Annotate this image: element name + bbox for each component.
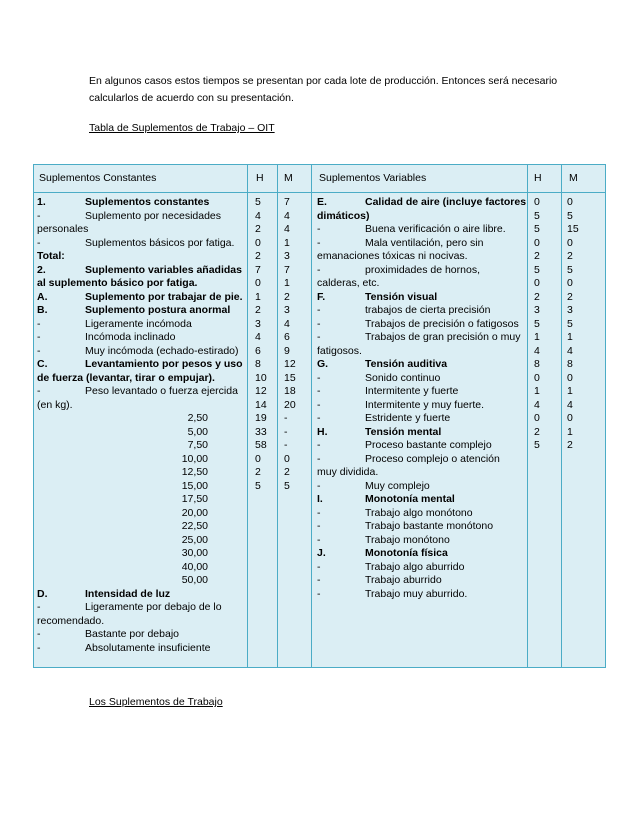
row-text: Suplemento postura anormal xyxy=(85,304,231,316)
value-cell: 0 xyxy=(567,236,573,249)
row-marker: B. xyxy=(37,304,48,316)
value-cell: 7 xyxy=(284,263,290,276)
row-marker: - xyxy=(317,479,321,492)
row-text: Trabajo aburrido xyxy=(365,574,442,586)
table-row xyxy=(37,250,245,264)
row-text: Suplementos constantes xyxy=(85,196,210,208)
value-cell: 4 xyxy=(284,317,290,330)
table-row xyxy=(37,210,245,224)
value-cell: 5 xyxy=(567,317,573,330)
column-divider xyxy=(561,165,562,667)
row-marker: - xyxy=(317,574,321,586)
row-marker: J. xyxy=(317,547,326,559)
value-cell: 5 xyxy=(534,439,540,451)
row-text: Muy incómoda (echado-estirado) xyxy=(85,344,239,357)
row-marker: D. xyxy=(37,587,48,600)
value-cell: - xyxy=(284,412,288,424)
row-text: Ligeramente por debajo de lo xyxy=(85,601,222,613)
weight-value: 5,00 xyxy=(187,425,208,438)
row-text: Mala ventilación, pero sin xyxy=(365,236,484,249)
value-cell: 7 xyxy=(284,196,290,208)
value-cell: 2 xyxy=(534,250,540,262)
row-marker: - xyxy=(37,344,41,357)
value-cell: 4 xyxy=(255,209,261,222)
value-cell: 4 xyxy=(567,344,573,357)
value-cell: 2 xyxy=(567,290,573,303)
row-marker: A. xyxy=(37,290,48,303)
row-text: Bastante por debajo xyxy=(85,628,179,640)
row-text: Tensión mental xyxy=(365,425,442,438)
table-row xyxy=(37,345,245,359)
table-row xyxy=(317,304,525,318)
value-cell: 8 xyxy=(567,358,573,370)
header-m-right: M xyxy=(569,172,578,184)
value-cell: 0 xyxy=(534,412,540,424)
row-marker: - xyxy=(317,371,321,384)
table-row xyxy=(37,534,245,548)
value-cell: 4 xyxy=(284,223,290,235)
value-cell: 0 xyxy=(534,371,540,384)
table-row xyxy=(317,358,525,372)
table-row xyxy=(317,372,525,386)
table-row xyxy=(37,588,245,602)
value-cell: 5 xyxy=(534,209,540,222)
row-marker: - xyxy=(37,209,41,222)
value-cell: 2 xyxy=(255,250,261,262)
value-cell: 5 xyxy=(255,196,261,208)
row-marker: - xyxy=(37,236,41,249)
table-row xyxy=(37,520,245,534)
value-cell: 4 xyxy=(284,209,290,222)
value-cell: 6 xyxy=(255,344,261,357)
footer-title: Los Suplementos de Trabajo xyxy=(89,696,223,708)
table-row xyxy=(317,237,525,251)
row-marker: E. xyxy=(317,196,327,208)
constantes-column xyxy=(37,196,245,655)
table-row xyxy=(317,466,525,480)
constantes-m-column xyxy=(284,196,308,493)
table-row xyxy=(317,588,525,602)
row-text: Proceso bastante complejo xyxy=(365,439,492,451)
value-cell: 15 xyxy=(284,371,296,384)
table-row xyxy=(37,574,245,588)
weight-value: 2,50 xyxy=(187,412,208,424)
table-row xyxy=(317,331,525,345)
row-marker: - xyxy=(317,331,321,343)
row-marker: - xyxy=(37,385,41,397)
table-row xyxy=(37,453,245,467)
row-marker: 2. xyxy=(37,263,46,276)
table-row xyxy=(37,507,245,521)
row-text: calderas, etc. xyxy=(317,277,380,289)
value-cell: 2 xyxy=(567,250,573,262)
row-text: personales xyxy=(37,223,89,235)
row-text: de fuerza (levantar, tirar o empujar). xyxy=(37,371,215,384)
value-cell: 2 xyxy=(284,290,290,303)
row-marker: - xyxy=(317,439,321,451)
row-text: Absolutamente insuficiente xyxy=(85,641,211,654)
value-cell: 0 xyxy=(534,277,540,289)
table-row xyxy=(37,196,245,210)
value-cell: 0 xyxy=(284,452,290,465)
row-marker: - xyxy=(317,223,321,235)
value-cell: 0 xyxy=(567,196,573,208)
row-text: recomendado. xyxy=(37,614,105,627)
value-cell: 12 xyxy=(255,385,267,397)
weight-value: 25,00 xyxy=(181,533,208,546)
row-text: Intermitente y muy fuerte. xyxy=(365,398,485,411)
row-text: Incómoda inclinado xyxy=(85,331,176,343)
value-cell: 8 xyxy=(255,358,261,370)
value-cell: 5 xyxy=(534,263,540,276)
value-cell: 2 xyxy=(534,425,540,438)
value-cell: 2 xyxy=(255,466,261,478)
weight-value: 22,50 xyxy=(181,520,208,532)
row-marker: - xyxy=(317,398,321,411)
table-row xyxy=(37,601,245,615)
column-divider xyxy=(527,165,528,667)
value-cell: 5 xyxy=(534,317,540,330)
header-h-left: H xyxy=(256,172,264,184)
row-text: (en kg). xyxy=(37,398,73,411)
table-row xyxy=(317,196,525,210)
table-row xyxy=(37,399,245,413)
table-row xyxy=(317,534,525,548)
table-row xyxy=(317,574,525,588)
table-row xyxy=(37,318,245,332)
header-h-right: H xyxy=(534,172,542,184)
weight-value: 10,00 xyxy=(181,452,208,465)
value-cell: - xyxy=(284,439,288,451)
row-text: Levantamiento por pesos y uso xyxy=(85,358,243,370)
row-marker: - xyxy=(317,304,321,316)
table-row xyxy=(37,291,245,305)
row-text: Trabajo algo monótono xyxy=(365,506,473,519)
variables-h-column xyxy=(534,196,558,453)
row-marker: - xyxy=(317,506,321,519)
table-row xyxy=(317,223,525,237)
value-cell: 3 xyxy=(567,304,573,316)
table-row xyxy=(317,453,525,467)
supplements-table xyxy=(33,164,606,668)
table-row xyxy=(37,358,245,372)
value-cell: 4 xyxy=(255,331,261,343)
column-divider xyxy=(247,165,248,667)
table-row xyxy=(317,399,525,413)
row-text: Suplemento variables añadidas xyxy=(85,263,242,276)
value-cell: 3 xyxy=(534,304,540,316)
value-cell: 4 xyxy=(567,398,573,411)
row-marker: C. xyxy=(37,358,48,370)
value-cell: 1 xyxy=(284,236,290,249)
table-row xyxy=(37,223,245,237)
row-text: al suplemento básico por fatiga. xyxy=(37,277,198,289)
row-text: Suplementos básicos por fatiga. xyxy=(85,236,235,249)
row-marker: H. xyxy=(317,425,328,438)
table-row xyxy=(37,426,245,440)
value-cell: 0 xyxy=(534,236,540,249)
value-cell: 1 xyxy=(567,385,573,397)
value-cell: 2 xyxy=(567,439,573,451)
row-text: fatigosos. xyxy=(317,344,362,357)
table-row xyxy=(317,345,525,359)
table-row xyxy=(37,628,245,642)
row-marker: - xyxy=(317,452,321,465)
value-cell: 6 xyxy=(284,331,290,343)
row-marker: - xyxy=(317,533,321,546)
table-row xyxy=(37,466,245,480)
row-marker: - xyxy=(37,317,41,330)
value-cell: 0 xyxy=(255,236,261,249)
row-marker: 1. xyxy=(37,196,46,208)
row-marker: - xyxy=(37,628,41,640)
weight-value: 20,00 xyxy=(181,506,208,519)
table-row xyxy=(317,561,525,575)
row-text: Ligeramente incómoda xyxy=(85,317,192,330)
table-row xyxy=(37,615,245,629)
value-cell: 15 xyxy=(567,223,579,235)
value-cell: 2 xyxy=(255,304,261,316)
value-cell: 1 xyxy=(255,290,261,303)
value-cell: 10 xyxy=(255,371,267,384)
row-text: Total: xyxy=(37,250,65,262)
value-cell: 0 xyxy=(567,412,573,424)
table-row xyxy=(317,480,525,494)
table-row xyxy=(317,547,525,561)
value-cell: 33 xyxy=(255,425,267,438)
table-row xyxy=(317,507,525,521)
table-row xyxy=(317,264,525,278)
value-cell: 2 xyxy=(284,466,290,478)
table-row xyxy=(37,385,245,399)
header-variables: Suplementos Variables xyxy=(319,172,427,184)
row-text: dimáticos) xyxy=(317,209,370,222)
row-marker: - xyxy=(37,641,41,654)
row-text: Intermitente y fuerte xyxy=(365,385,459,397)
row-text: Peso levantado o fuerza ejercida xyxy=(85,385,238,397)
row-marker: - xyxy=(317,263,321,276)
weight-value: 7,50 xyxy=(187,439,208,451)
value-cell: 0 xyxy=(534,196,540,208)
value-cell: 5 xyxy=(567,263,573,276)
value-cell: 7 xyxy=(255,263,261,276)
value-cell: 2 xyxy=(534,290,540,303)
table-row xyxy=(37,331,245,345)
row-marker: - xyxy=(317,236,321,249)
value-cell: 5 xyxy=(284,479,290,492)
row-text: Buena verificación o aire libre. xyxy=(365,223,506,235)
row-marker: F. xyxy=(317,290,326,303)
row-marker: G. xyxy=(317,358,329,370)
table-row xyxy=(37,480,245,494)
value-cell: - xyxy=(284,425,288,438)
row-text: Intensidad de luz xyxy=(85,587,171,600)
row-text: Trabajo algo aburrido xyxy=(365,560,465,573)
column-divider xyxy=(311,165,312,667)
value-cell: 4 xyxy=(534,344,540,357)
row-marker: - xyxy=(317,520,321,532)
value-cell: 1 xyxy=(284,277,290,289)
value-cell: 3 xyxy=(284,250,290,262)
row-text: Sonido continuo xyxy=(365,371,441,384)
value-cell: 1 xyxy=(567,331,573,343)
weight-value: 12,50 xyxy=(181,466,208,478)
table-row xyxy=(317,439,525,453)
value-cell: 2 xyxy=(255,223,261,235)
intro-paragraph: En algunos casos estos tiempos se presentan por cada lote de producción. Entonces será necesario calcularlos de acuerdo con su presentación. xyxy=(89,75,558,104)
table-row xyxy=(37,304,245,318)
value-cell: 19 xyxy=(255,412,267,424)
table-row xyxy=(37,561,245,575)
table-row xyxy=(317,277,525,291)
value-cell: 4 xyxy=(534,398,540,411)
value-cell: 3 xyxy=(255,317,261,330)
row-text: muy dividida. xyxy=(317,466,379,478)
row-text: Monotonía física xyxy=(365,547,448,559)
row-text: Estridente y fuerte xyxy=(365,412,451,424)
value-cell: 5 xyxy=(567,209,573,222)
variables-column xyxy=(317,196,525,601)
row-marker: - xyxy=(37,331,41,343)
value-cell: 20 xyxy=(284,398,296,411)
value-cell: 58 xyxy=(255,439,267,451)
value-cell: 0 xyxy=(567,371,573,384)
constantes-h-column xyxy=(255,196,275,493)
table-row xyxy=(37,237,245,251)
value-cell: 8 xyxy=(534,358,540,370)
table-row xyxy=(317,426,525,440)
value-cell: 3 xyxy=(284,304,290,316)
table-row xyxy=(317,210,525,224)
variables-m-column xyxy=(567,196,597,453)
row-text: Trabajos de precisión o fatigosos xyxy=(365,317,519,330)
table-row xyxy=(37,277,245,291)
row-text: Trabajo bastante monótono xyxy=(365,520,494,532)
table-row xyxy=(317,520,525,534)
table-row xyxy=(317,250,525,264)
row-text: Trabajo muy aburrido. xyxy=(365,587,468,600)
value-cell: 18 xyxy=(284,385,296,397)
weight-value: 17,50 xyxy=(181,493,208,505)
row-marker: I. xyxy=(317,493,323,505)
row-marker: - xyxy=(317,385,321,397)
header-divider xyxy=(34,192,605,193)
row-text: proximidades de hornos, xyxy=(365,263,480,276)
value-cell: 5 xyxy=(255,479,261,492)
row-text: Calidad de aire (incluye factores xyxy=(365,196,527,208)
weight-value: 15,00 xyxy=(181,479,208,492)
table-row xyxy=(37,547,245,561)
row-marker: - xyxy=(317,317,321,330)
table-row xyxy=(317,318,525,332)
table-row xyxy=(37,493,245,507)
row-text: Tensión visual xyxy=(365,290,438,303)
value-cell: 5 xyxy=(534,223,540,235)
value-cell: 9 xyxy=(284,344,290,357)
table-row xyxy=(317,385,525,399)
table-row xyxy=(317,412,525,426)
table-row xyxy=(37,642,245,656)
row-text: Muy complejo xyxy=(365,479,430,492)
row-text: trabajos de cierta precisión xyxy=(365,304,491,316)
row-text: Suplemento por trabajar de pie. xyxy=(85,290,243,303)
row-text: emanaciones tóxicas ni nocivas. xyxy=(317,250,468,262)
table-row xyxy=(37,264,245,278)
weight-value: 40,00 xyxy=(181,560,208,573)
value-cell: 1 xyxy=(534,385,540,397)
row-text: Suplemento por necesidades xyxy=(85,209,222,222)
row-marker: - xyxy=(317,587,321,600)
value-cell: 1 xyxy=(534,331,540,343)
row-text: Proceso complejo o atención xyxy=(365,452,500,465)
column-divider xyxy=(277,165,278,667)
table-title: Tabla de Suplementos de Trabajo – OIT xyxy=(89,122,275,134)
weight-value: 30,00 xyxy=(181,547,208,559)
value-cell: 12 xyxy=(284,358,296,370)
table-row xyxy=(37,412,245,426)
row-marker: - xyxy=(317,412,321,424)
value-cell: 1 xyxy=(567,425,573,438)
header-constantes: Suplementos Constantes xyxy=(39,172,157,184)
header-m-left: M xyxy=(284,172,293,184)
row-text: Monotonía mental xyxy=(365,493,455,505)
row-marker: - xyxy=(317,560,321,573)
value-cell: 0 xyxy=(255,277,261,289)
weight-value: 50,00 xyxy=(181,574,208,586)
table-row xyxy=(317,493,525,507)
table-row xyxy=(317,291,525,305)
row-text: Tensión auditiva xyxy=(365,358,448,370)
value-cell: 0 xyxy=(255,452,261,465)
value-cell: 14 xyxy=(255,398,267,411)
table-row xyxy=(37,372,245,386)
table-row xyxy=(37,439,245,453)
row-text: Trabajo monótono xyxy=(365,533,450,546)
value-cell: 0 xyxy=(567,277,573,289)
row-text: Trabajos de gran precisión o muy xyxy=(365,331,521,343)
row-marker: - xyxy=(37,601,41,613)
